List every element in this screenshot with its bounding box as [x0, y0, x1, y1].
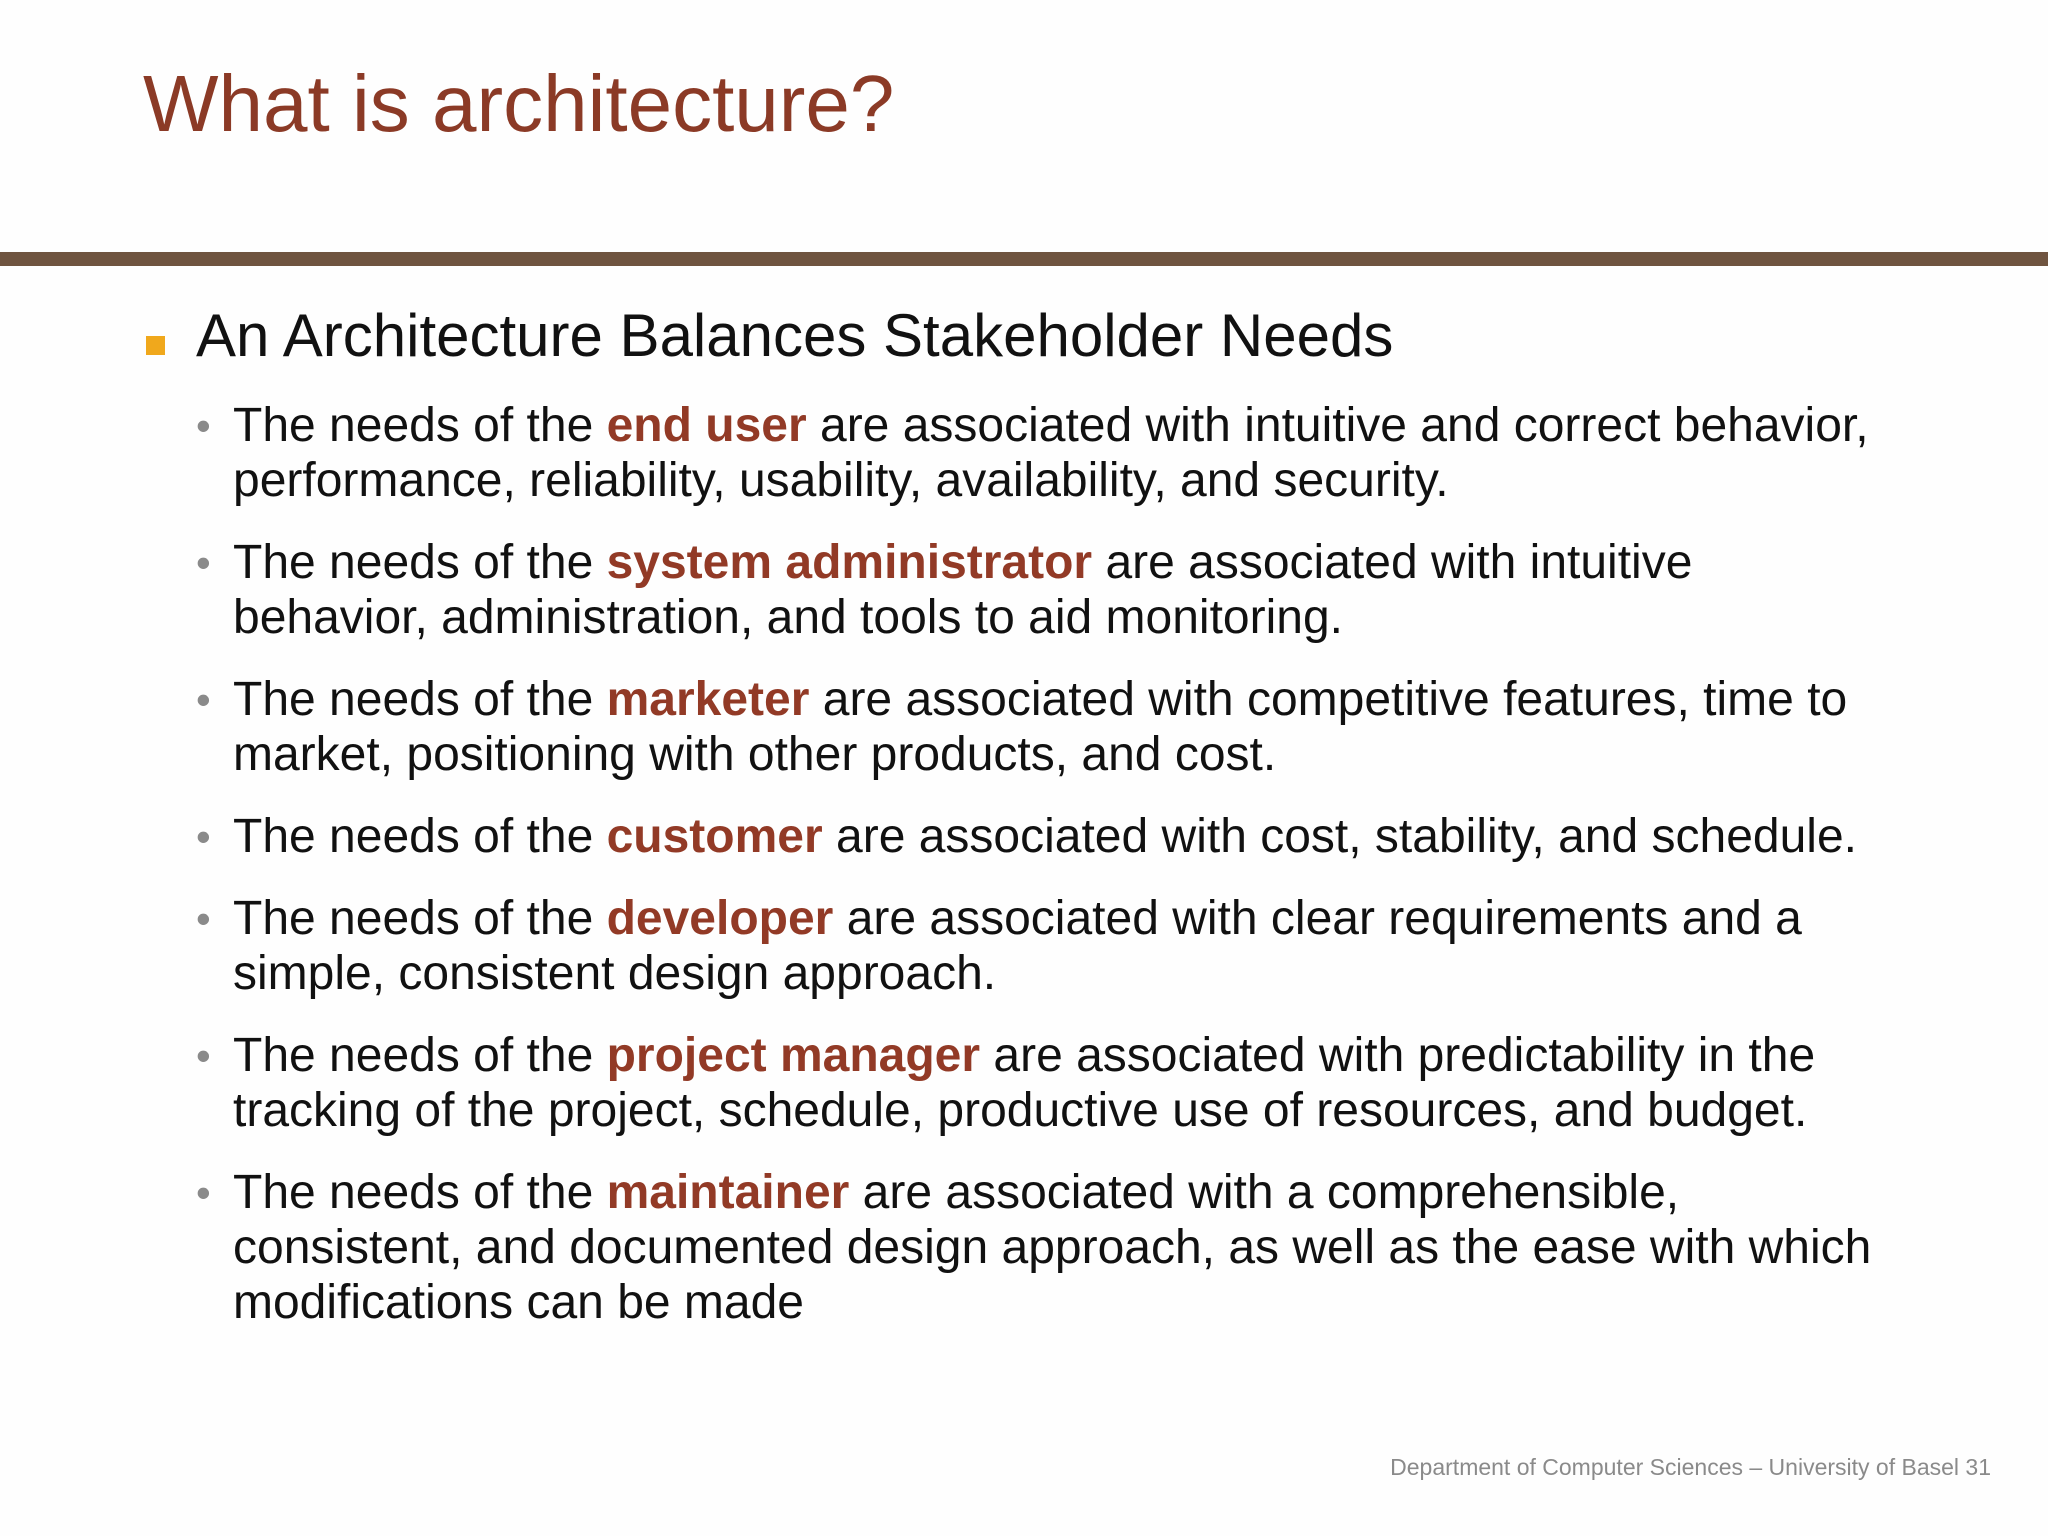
stakeholder-list: [146, 398, 2006, 1330]
item-suffix: are associated with predictability in the: [980, 1029, 1816, 1082]
stakeholder-role: project manager: [606, 1029, 981, 1082]
item-continuation: consistent, and documented design approach, as well as the ease with which: [233, 1221, 1872, 1274]
item-first-line: [233, 398, 2006, 453]
dot-bullet-icon: •: [196, 539, 211, 586]
item-suffix: are associated with intuitive and correct behavior,: [806, 399, 1869, 452]
item-prefix: The needs of the: [233, 536, 607, 589]
list-item: [146, 1165, 2006, 1330]
stakeholder-role: customer: [606, 810, 823, 863]
item-suffix: are associated with intuitive: [1092, 536, 1693, 589]
item-continuation-2: modifications can be made: [233, 1276, 804, 1329]
list-item: [146, 1028, 2006, 1138]
item-first-line: [233, 1165, 2006, 1220]
main-bullet-text: An Architecture Balances Stakeholder Needs: [196, 302, 1394, 369]
item-prefix: The needs of the: [233, 673, 607, 726]
item-prefix: The needs of the: [233, 810, 607, 863]
item-first-line: [233, 891, 2006, 946]
stakeholder-role: developer: [606, 892, 834, 945]
list-item: [146, 891, 2006, 1001]
list-item: [146, 398, 2006, 508]
item-suffix: are associated with competitive features, time to: [809, 673, 1848, 726]
item-prefix: The needs of the: [233, 1166, 607, 1219]
footer: Department of Computer Sciences – University of Basel 31: [1390, 1454, 1991, 1480]
dot-bullet-icon: •: [196, 895, 211, 942]
square-bullet-icon: [146, 336, 165, 355]
stakeholder-role: marketer: [606, 673, 810, 726]
title-divider: [0, 252, 2048, 266]
list-item: [146, 809, 2006, 864]
item-continuation: market, positioning with other products, and cost.: [233, 728, 1277, 781]
dot-bullet-icon: •: [196, 813, 211, 860]
item-continuation: tracking of the project, schedule, productive use of resources, and budget.: [233, 1084, 1808, 1137]
item-suffix: are associated with a comprehensible,: [849, 1166, 1680, 1219]
list-item: [146, 672, 2006, 782]
dot-bullet-icon: •: [196, 676, 211, 723]
item-first-line: [233, 535, 2006, 590]
stakeholder-role: system administrator: [606, 536, 1093, 589]
item-suffix: are associated with clear requirements and a: [833, 892, 1802, 945]
dot-bullet-icon: •: [196, 402, 211, 449]
item-suffix: are associated with cost, stability, and schedule.: [822, 810, 1857, 863]
list-item: [146, 535, 2006, 645]
item-first-line: [233, 672, 2006, 727]
slide-content: [146, 300, 2006, 1357]
stakeholder-role: maintainer: [606, 1166, 850, 1219]
item-continuation: performance, reliability, usability, availability, and security.: [233, 454, 1449, 507]
main-bullet: [146, 300, 2006, 372]
item-first-line: [233, 1028, 2006, 1083]
item-continuation: behavior, administration, and tools to aid monitoring.: [233, 591, 1343, 644]
stakeholder-role: end user: [606, 399, 807, 452]
dot-bullet-icon: •: [196, 1032, 211, 1079]
item-prefix: The needs of the: [233, 892, 607, 945]
item-continuation: simple, consistent design approach.: [233, 947, 997, 1000]
item-prefix: The needs of the: [233, 1029, 607, 1082]
page-title: What is architecture?: [143, 59, 895, 148]
dot-bullet-icon: •: [196, 1169, 211, 1216]
item-first-line: [233, 809, 2006, 864]
item-prefix: The needs of the: [233, 399, 607, 452]
